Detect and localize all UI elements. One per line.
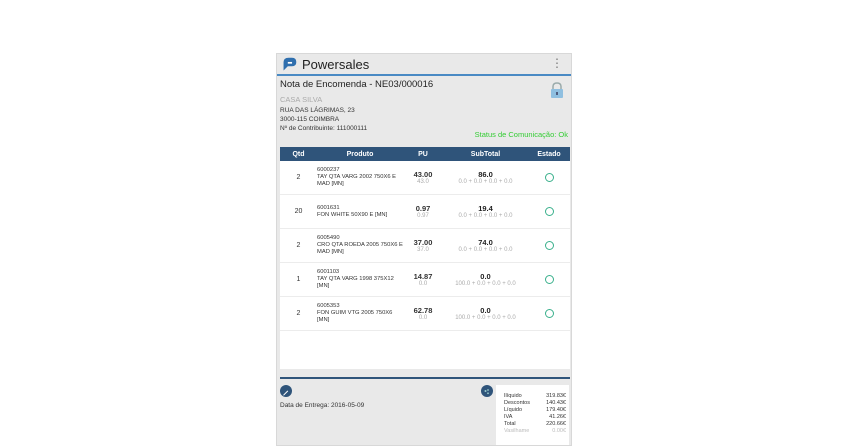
product-code: 6001631 xyxy=(317,204,340,211)
unit-price xyxy=(403,238,443,253)
subtotal xyxy=(443,306,528,321)
table-row[interactable] xyxy=(280,297,570,331)
address-block xyxy=(280,106,568,133)
totals-summary xyxy=(496,385,569,445)
discounts: 100.0 + 0.0 + 0.0 + 0.0 xyxy=(455,315,516,321)
discounts: 0.0 + 0.0 + 0.0 + 0.0 xyxy=(458,179,513,185)
qty: 20 xyxy=(294,208,303,215)
subtotal xyxy=(443,170,528,185)
unit-price-value: 37.00 xyxy=(413,238,433,247)
lock-icon[interactable] xyxy=(550,82,564,98)
unit-price-value: 14.87 xyxy=(413,272,433,281)
unit-price-net: 43.0 xyxy=(417,179,429,185)
summary-label: Líquido xyxy=(504,407,523,413)
summary-value: 140.43€ xyxy=(546,400,566,406)
unit-price-net: 0.0 xyxy=(418,315,428,321)
summary-row xyxy=(504,393,566,400)
col-produto: Produto xyxy=(346,150,374,158)
address-line1: RUA DAS LÁGRIMAS, 23 xyxy=(280,107,355,114)
client-name: CASA SILVA xyxy=(280,95,323,104)
unit-price-net: 37.0 xyxy=(417,247,429,253)
qty: 1 xyxy=(296,276,301,283)
table-row[interactable] xyxy=(280,263,570,297)
qty: 2 xyxy=(296,174,301,181)
summary-label: IVA xyxy=(504,414,513,420)
more-vert-icon[interactable]: ⋮ xyxy=(551,56,563,70)
unit-price xyxy=(403,306,443,321)
unit-price-value: 0.97 xyxy=(415,204,431,213)
col-subtotal: SubTotal xyxy=(470,150,501,158)
subtotal xyxy=(443,204,528,219)
pencil-icon xyxy=(280,386,292,398)
summary-label: Total xyxy=(504,421,516,427)
subtotal xyxy=(443,238,528,253)
subtotal-value: 0.0 xyxy=(480,306,491,315)
state xyxy=(528,237,570,255)
delivery-date: Data de Entrega: 2016-05-09 xyxy=(280,402,365,409)
product-code: 6005490 xyxy=(317,235,340,241)
table-row[interactable] xyxy=(280,229,570,263)
address-line2: 3000-115 COIMBRA xyxy=(280,116,340,123)
col-qtd: Qtd xyxy=(292,150,305,158)
summary-row xyxy=(504,428,566,435)
state-circle-icon[interactable] xyxy=(545,275,554,284)
powersales-logo-icon xyxy=(281,56,298,73)
footer-divider xyxy=(280,377,570,379)
state xyxy=(528,169,570,187)
unit-price xyxy=(403,272,443,287)
qty: 2 xyxy=(296,310,301,317)
product-name: TAY QTA VARG 1998 375X12 [MN] xyxy=(317,276,394,289)
app-bar xyxy=(277,54,571,74)
col-estado: Estado xyxy=(537,150,561,158)
discounts: 0.0 + 0.0 + 0.0 + 0.0 xyxy=(458,213,513,219)
summary-row xyxy=(504,407,566,414)
app-title: Powersales xyxy=(302,56,370,72)
options-button[interactable] xyxy=(481,385,493,397)
summary-value: 41.26€ xyxy=(549,414,566,420)
product xyxy=(317,269,403,290)
unit-price xyxy=(403,170,443,185)
discounts: 100.0 + 0.0 + 0.0 + 0.0 xyxy=(455,281,516,287)
dots-icon xyxy=(481,386,493,398)
table-row[interactable] xyxy=(280,161,570,195)
summary-row xyxy=(504,400,566,407)
subtotal-value: 74.0 xyxy=(478,238,493,247)
subtotal-value: 86.0 xyxy=(478,170,493,179)
unit-price-net: 0.0 xyxy=(418,281,428,287)
state-circle-icon[interactable] xyxy=(545,207,554,216)
summary-value: 220.66€ xyxy=(546,421,566,427)
taxpayer-number: Nº de Contribuinte: 111000111 xyxy=(280,125,368,132)
discounts: 0.0 + 0.0 + 0.0 + 0.0 xyxy=(458,247,513,253)
product-name: CRO QTA ROEDA 2005 750X6 E MAD [MN] xyxy=(317,242,403,255)
product xyxy=(317,167,403,188)
col-pu: PU xyxy=(418,150,428,158)
summary-label: Descontos xyxy=(504,400,530,406)
product xyxy=(317,205,403,219)
state-circle-icon[interactable] xyxy=(545,241,554,250)
subtotal-value: 0.0 xyxy=(480,272,491,281)
table-row[interactable] xyxy=(280,195,570,229)
unit-price-value: 62.78 xyxy=(413,306,433,315)
communication-status: Status de Comunicação: Ok xyxy=(474,130,568,139)
summary-label: Vasilhame xyxy=(504,428,530,434)
order-lines-table xyxy=(280,147,570,369)
state xyxy=(528,203,570,221)
document-title: Nota de Encomenda - NE03/000016 xyxy=(280,79,434,90)
table-header xyxy=(280,147,570,161)
summary-value: 0.00€ xyxy=(552,428,566,434)
product-name: FON GUIM VTG 2005 750X6 [MN] xyxy=(317,310,393,323)
state xyxy=(528,271,570,289)
unit-price-value: 43.00 xyxy=(413,170,433,179)
edit-button[interactable] xyxy=(280,385,292,397)
product-name: TAY QTA VARG 2002 750X6 E MAD [MN] xyxy=(317,174,397,187)
unit-price-net: 0.97 xyxy=(417,213,429,219)
summary-row xyxy=(504,421,566,428)
summary-label: Ilíquido xyxy=(504,393,522,399)
product-code: 6001103 xyxy=(317,269,340,275)
product-name: FON WHITE 50X90 E [MN] xyxy=(317,211,388,218)
summary-row xyxy=(504,414,566,421)
subtotal-value: 19.4 xyxy=(478,204,493,213)
unit-price xyxy=(403,204,443,219)
state xyxy=(528,305,570,323)
product xyxy=(317,235,403,256)
summary-value: 179.40€ xyxy=(546,407,566,413)
subtotal xyxy=(443,272,528,287)
summary-value: 319.83€ xyxy=(546,393,566,399)
product xyxy=(317,303,403,324)
state-circle-icon[interactable] xyxy=(545,173,554,182)
qty: 2 xyxy=(296,242,301,249)
app-window xyxy=(276,53,572,446)
product-code: 6000237 xyxy=(317,167,340,173)
state-circle-icon[interactable] xyxy=(545,309,554,318)
product-code: 6005353 xyxy=(317,303,340,309)
